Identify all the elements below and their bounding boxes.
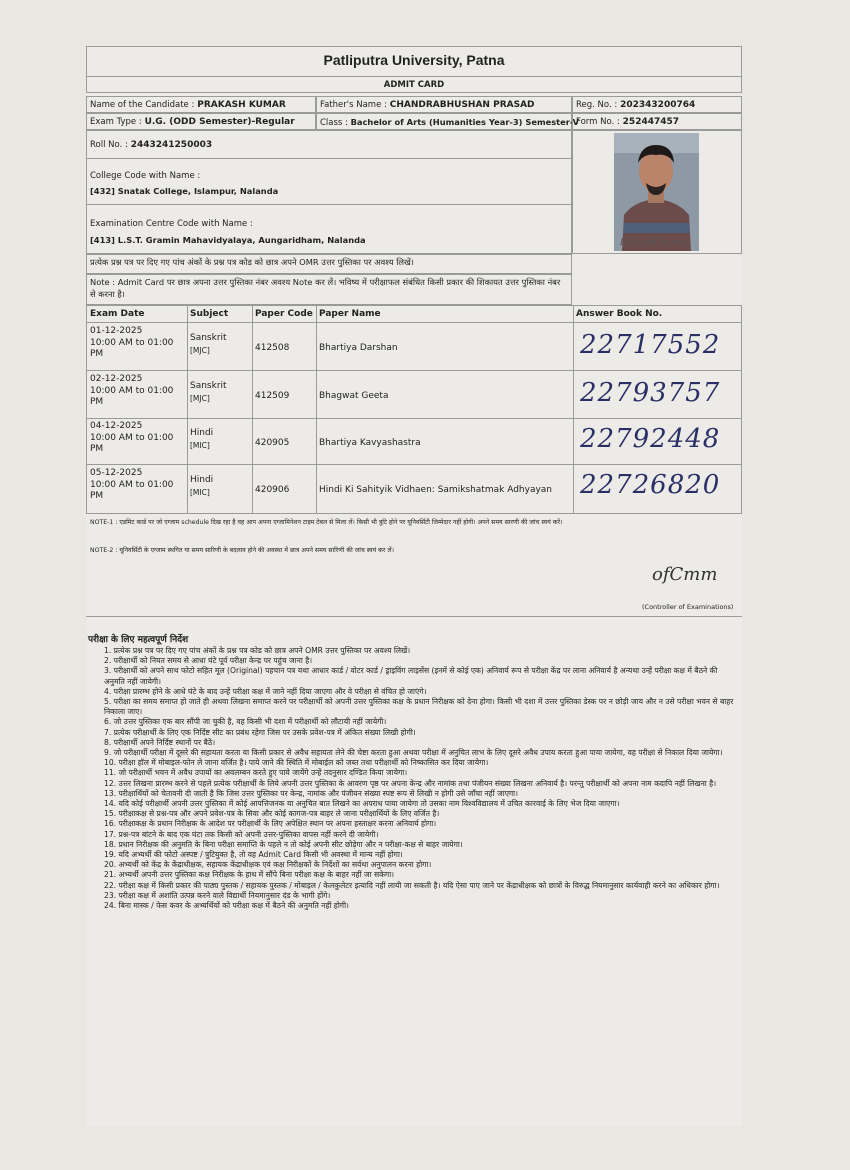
notice-box (86, 254, 572, 274)
list-item: 15. परीक्षाकक्ष से प्रश्न-पत्र और अपने प्रवेश-पत्र के सिवा और कोई कागज-पत्र बाहर ले जाना परीक्षार्थियों के लिए वर्जित है। (104, 809, 440, 819)
paper-name-cell: Bhartiya Darshan (319, 343, 398, 353)
list-item: 9. जो परीक्षार्थी परीक्षा में दूसरे की सहायता करता या किसी प्रकार से अवैध सहायता लेने की चेष्टा करता हुआ अथवा परीक्षा में अनुचित लाभ के लिए दूसरे अवैध उपाय करता हुआ पाया जायेगा, वह परीक्षा से निकाल दिया जायेगा। (104, 748, 723, 758)
list-item: 7. प्रत्येक परीक्षार्थी के लिए एक निर्दिष्ट सीट का प्रबंध रहेगा जिस पर उसके प्रवेश-पत्र में अंकित संख्या लिखी होगी। (104, 727, 416, 737)
document-title: ADMIT CARD (383, 80, 445, 90)
th-exam-date: Exam Date (90, 309, 145, 319)
answer-book-number: 22792448 (580, 424, 721, 454)
subject-cell: Sanskrit [MJC] (190, 333, 227, 355)
list-item: 13. परीक्षार्थियों को चेतावनी दी जाती है कि जिस उत्तर पुस्तिका पर केन्द्र, नामांक और पंजीयन संख्या स्पष्ट रूप से लिखी न होगी उसे जाँचा नहीं जाएगा। (104, 788, 519, 798)
controller-signature: ofCmm (652, 564, 718, 585)
paper-name-cell: Bhagwat Geeta (319, 391, 389, 401)
exam-date-cell: 01-12-2025 10:00 AM to 01:00 PM (90, 326, 174, 359)
list-item: 4. परीक्षा प्रारम्भ होने के आधे घंटे के बाद उन्हें परीक्षा कक्ष में जाने नहीं दिया जाएगा और वे परीक्षा से वंचित हो जाएंगे। (104, 686, 427, 696)
centre-value: [413] L.S.T. Gramin Mahavidyalaya, Aungaridham, Nalanda (90, 235, 366, 245)
college-value: [432] Snatak College, Islampur, Nalanda (90, 186, 279, 196)
list-item: 22. परीक्षा कक्ष में किसी प्रकार की पाठ्य पुस्तक / सहायक पुस्तक / मोबाइल / केलकुलेटर इत्यादि नहीं लायी जा सकती है। यदि ऐसा पाए जाने पर केंद्राधीक्षक को छात्रों के विरुद्ध नियमानुसार कार्यवाही करने का अधिकार होगा। (104, 880, 720, 890)
list-item: 20. अभ्यर्थी को केंद्र के केंद्राधीक्षक, सहायक केंद्राधीक्षक एवं कक्ष निरीक्षकों के निर्देशों का सर्वथा अनुपालन करना होगा। (104, 860, 432, 870)
divider (86, 158, 572, 159)
list-item: 16. परीक्षाकक्ष के प्रधान निरीक्षक के आदेश पर परीक्षार्थी के लिए अपेक्षित स्थान पर अपना हस्ताक्षर करना अनिवार्य होगा। (104, 819, 437, 829)
divider (86, 464, 742, 465)
divider (86, 418, 742, 419)
list-item: 19. यदि अभ्यर्थी की फोटो अस्पष्ट / त्रुटियुक्त है, तो वह Admit Card किसी भी अवस्था में मान्य नहीं होगा। (104, 850, 403, 860)
th-paper-name: Paper Name (319, 309, 381, 319)
exam-type-field: Exam Type : U.G. (ODD Semester)-Regular (90, 117, 295, 127)
notice-answer-book: Note : Admit Card पर छात्र अपना उत्तर पुस्तिका नंबर अवश्य Note कर लें। भविष्य में परीक्षाफल संबंधित किसी प्रकार की शिकायत उत्तर पुस्तिका नंबर से करना है। (90, 277, 561, 299)
exam-date-cell: 05-12-2025 10:00 AM to 01:00 PM (90, 468, 174, 501)
list-item: 2. परीक्षार्थी को नियत समय से आधा घंटे पूर्व परीक्षा केन्द्र पर पहुंच जाना है। (104, 656, 313, 666)
photo-image (614, 133, 699, 251)
col-line (252, 306, 253, 513)
answer-book-number: 22793757 (580, 378, 721, 408)
centre-label: Examination Centre Code with Name : (90, 219, 253, 229)
divider (86, 616, 742, 617)
list-item: 21. अभ्यर्थी अपनी उत्तर पुस्तिका कक्ष निरीक्षक के हाथ में सौंपे बिना परीक्षा कक्ष के बाहर नहीं जा सकेगा। (104, 870, 395, 880)
list-item: 11. जो परीक्षार्थी भवन में अवैध उपायों का अवलम्बन करते हुए पाये जायेंगे उन्हें तदनुसार दण्डित किया जायेगा। (104, 768, 408, 778)
list-item: 1. प्रत्येक प्रश्न पत्र पर दिए गए पांच अंकों के प्रश्न पत्र कोड को छात्र अपने OMR उत्तर पुस्तिका पर अवश्य लिखें। (104, 646, 411, 655)
paper-code-cell: 412509 (255, 391, 290, 401)
list-item: 18. प्रधान निरीक्षक की अनुमति के बिना परीक्षा समाप्ति के पहले न तो कोई अपनी सीट छोड़ेगा और न परीक्षा-कक्ष से बाहर जायेगा। (104, 839, 463, 849)
list-item: 8. परीक्षार्थी अपने निर्दिष्ट स्थानों पर बैठें। (104, 737, 216, 747)
col-line (316, 306, 317, 513)
college-label: College Code with Name : (90, 171, 201, 181)
note-2: NOTE-2 : यूनिवर्सिटी के एग्जाम स्थगित या समय सारिणी के बदलाव होने की अवस्था में छात्र अपने समय सारिणी की जांच स्वयं कर लें। (90, 547, 394, 554)
list-item: 10. परीक्षा हॉल में मोबाइल-फोन ले जाना वर्जित है। पाये जाने की स्थिति में मोबाईल को जब्त तथा परीक्षार्थी को निष्कासित कर दिया जायेगा। (104, 758, 489, 768)
paper-code-cell: 412508 (255, 343, 290, 353)
paper-name-cell: Hindi Ki Sahityik Vidhaen: Samikshatmak Adhyayan (319, 485, 552, 495)
admit-card (86, 46, 742, 1126)
divider (86, 370, 742, 371)
candidate-name-field: Name of the Candidate : PRAKASH KUMAR (90, 100, 286, 110)
list-item: 23. परीक्षा कक्ष में अशांति उत्पन्न करने वाले विद्यार्थी नियमानुसार दंड के भागी होंगे। (104, 890, 331, 900)
list-item: 12. उत्तर लिखना प्रारम्भ करने से पहले प्रत्येक परीक्षार्थी के लिये अपनी उत्तर पुस्तिका के आवरण पृष्ठ पर अपना केन्द्र और नामांक तथा पंजीयन संख्या लिखना अनिवार्य है। परन्तु परीक्षार्थी को अपना नाम कदापि नहीं लिखना है। (104, 778, 717, 788)
reg-no-field: Reg. No. : 202343200764 (576, 100, 696, 110)
candidate-signature: Prakash kumar (620, 238, 690, 248)
answer-book-number: 22726820 (580, 470, 721, 500)
university-name: Patliputra University, Patna (323, 52, 505, 68)
th-answer-book: Answer Book No. (576, 309, 663, 319)
th-subject: Subject (190, 309, 229, 319)
candidate-photo (614, 133, 699, 251)
paper-code-cell: 420906 (255, 485, 290, 495)
subject-cell: Hindi [MIC] (190, 475, 214, 497)
list-item: 24. बिना मास्क / फेस कवर के अभ्यर्थियों को परीक्षा कक्ष में बैठने की अनुमति नहीं होगी। (104, 901, 349, 911)
note-1: NOTE-1 : एडमिट कार्ड पर जो एग्जाम schedule दिख रहा है वह आप अपना एग्जामिनेशन टाइम टेबल से मिला लें। किसी भी त्रुटि होने पर यूनिवर्सिटी जिम्मेदार नहीं होगी। अपने समय सारणी की जांच स्वयं करें। (90, 519, 563, 526)
paper-code-cell: 420905 (255, 438, 290, 448)
exam-date-cell: 04-12-2025 10:00 AM to 01:00 PM (90, 421, 174, 454)
divider (86, 322, 742, 323)
list-item: 17. प्रश्न-पत्र बांटने के बाद एक घंटा तक किसी को अपनी उत्तर-पुस्तिका वापस नहीं करने दी जायेगी। (104, 829, 379, 839)
divider (86, 204, 572, 205)
controller-label: (Controller of Examinations) (642, 603, 734, 611)
class-field: Class : Bachelor of Arts (Humanities Year-3) Semester-V (320, 117, 580, 128)
roll-no-field: Roll No. : 2443241250003 (90, 140, 213, 150)
col-line (573, 306, 574, 513)
list-item: 6. जो उत्तर पुस्तिका एक बार सौंपी जा चुकी है, वह किसी भी दशा में परीक्षार्थी को लौटायी नहीं जायेगी। (104, 717, 387, 727)
father-name-field: Father's Name : CHANDRABHUSHAN PRASAD (320, 100, 535, 110)
instructions-list (104, 646, 736, 911)
th-paper-code: Paper Code (255, 309, 313, 319)
instructions-title: परीक्षा के लिए महत्वपूर्ण निर्देश (88, 635, 189, 645)
list-item: 5. परीक्षा का समय समाप्त हो जाते ही अथवा लिखना समाप्त करने पर परीक्षार्थी को अपनी उत्तर पुस्तिका कक्ष के प्रधान निरीक्षक को देना होगा। किसी भी दशा में उत्तर पुस्तिका डेस्क पर न छोड़ी जाय और न उसे परीक्षा भवन से बाहर निकाला जाए। (104, 697, 734, 717)
exam-date-cell: 02-12-2025 10:00 AM to 01:00 PM (90, 374, 174, 407)
paper-name-cell: Bhartiya Kavyashastra (319, 438, 421, 448)
subject-cell: Hindi [MIC] (190, 428, 214, 450)
notice-omr: प्रत्येक प्रश्न पत्र पर दिए गए पांच अंकों के प्रश्न पत्र कोड को छात्र अपने OMR उत्तर पुस्तिका पर अवश्य लिखें। (90, 257, 414, 267)
answer-book-number: 22717552 (580, 330, 721, 360)
form-no-field: Form No. : 252447457 (576, 117, 680, 127)
subject-cell: Sanskrit [MJC] (190, 381, 227, 403)
list-item: 3. परीक्षार्थी को अपने साथ फोटो सहित मूल (Original) पहचान पत्र यथा आधार कार्ड / वोटर कार्ड / ड्राइविंग लाइसेंस (इनमें से कोई एक) अनिवार्य रूप से परीक्षा केंद्र पर लाना अनिवार्य है अन्यथा उन्हें परीक्षा कक्ष में बैठने की अनुमति नहीं जायेगी। (104, 666, 718, 686)
list-item: 14. यदि कोई परीक्षार्थी अपनी उत्तर पुस्तिका में कोई आपत्तिजनक या अनुचित बात लिखने का अपराध पाया जायेगा तो उसका नाम विश्वविद्यालय में उचित कारवाई के लिए भेज दिया जाएगा। (104, 799, 620, 809)
col-line (187, 306, 188, 513)
